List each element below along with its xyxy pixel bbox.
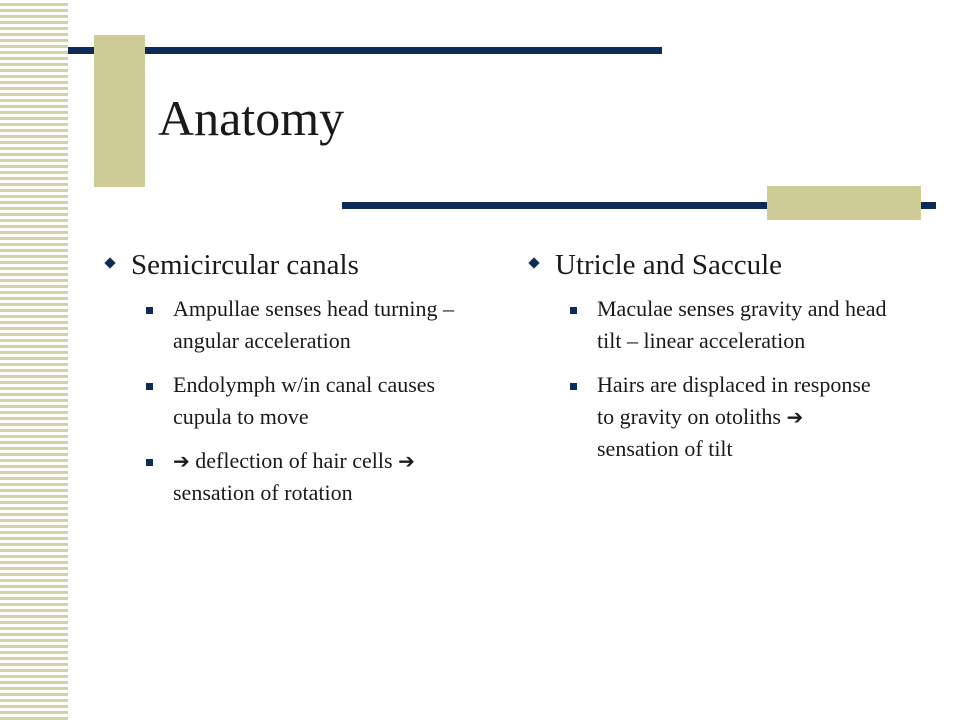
left-column-heading <box>103 243 463 287</box>
item-text: deflection of hair cells <box>189 448 399 473</box>
square-bullet-icon <box>146 307 153 314</box>
left-heading-text: Semicircular canals <box>131 249 359 281</box>
square-bullet-icon <box>146 383 153 390</box>
right-arrow-icon: ➔ <box>173 449 190 473</box>
list-item <box>527 293 887 357</box>
rule-accent-block <box>767 186 921 220</box>
right-column-heading <box>527 243 887 287</box>
right-item-list <box>527 293 887 465</box>
item-text: Endolymph w/in canal causes cupula to move <box>173 372 436 429</box>
item-text: Hairs are displaced in response to gravity on otoliths <box>597 372 871 429</box>
diamond-bullet-icon <box>528 257 539 268</box>
striped-margin <box>0 0 68 720</box>
right-arrow-icon: ➔ <box>786 405 804 429</box>
square-bullet-icon <box>570 307 577 314</box>
item-text: sensation of rotation <box>173 480 353 505</box>
square-bullet-icon <box>146 459 153 466</box>
right-heading-text: Utricle and Saccule <box>555 249 783 281</box>
square-bullet-icon <box>570 383 577 390</box>
top-rule <box>68 47 662 54</box>
item-text: Maculae senses gravity and head tilt – linear acceleration <box>597 296 887 353</box>
left-item-list <box>103 293 463 509</box>
list-item <box>103 293 463 357</box>
right-column <box>527 243 887 477</box>
slide-title: Anatomy <box>158 90 345 146</box>
list-item <box>103 369 463 433</box>
item-text: sensation of tilt <box>597 436 733 461</box>
title-accent-block <box>94 35 145 187</box>
list-item <box>527 369 887 465</box>
left-column <box>103 243 463 521</box>
list-item <box>103 445 463 509</box>
right-arrow-icon: ➔ <box>398 449 415 473</box>
diamond-bullet-icon <box>104 257 115 268</box>
item-text: Ampullae senses head turning – angular acceleration <box>173 296 455 353</box>
